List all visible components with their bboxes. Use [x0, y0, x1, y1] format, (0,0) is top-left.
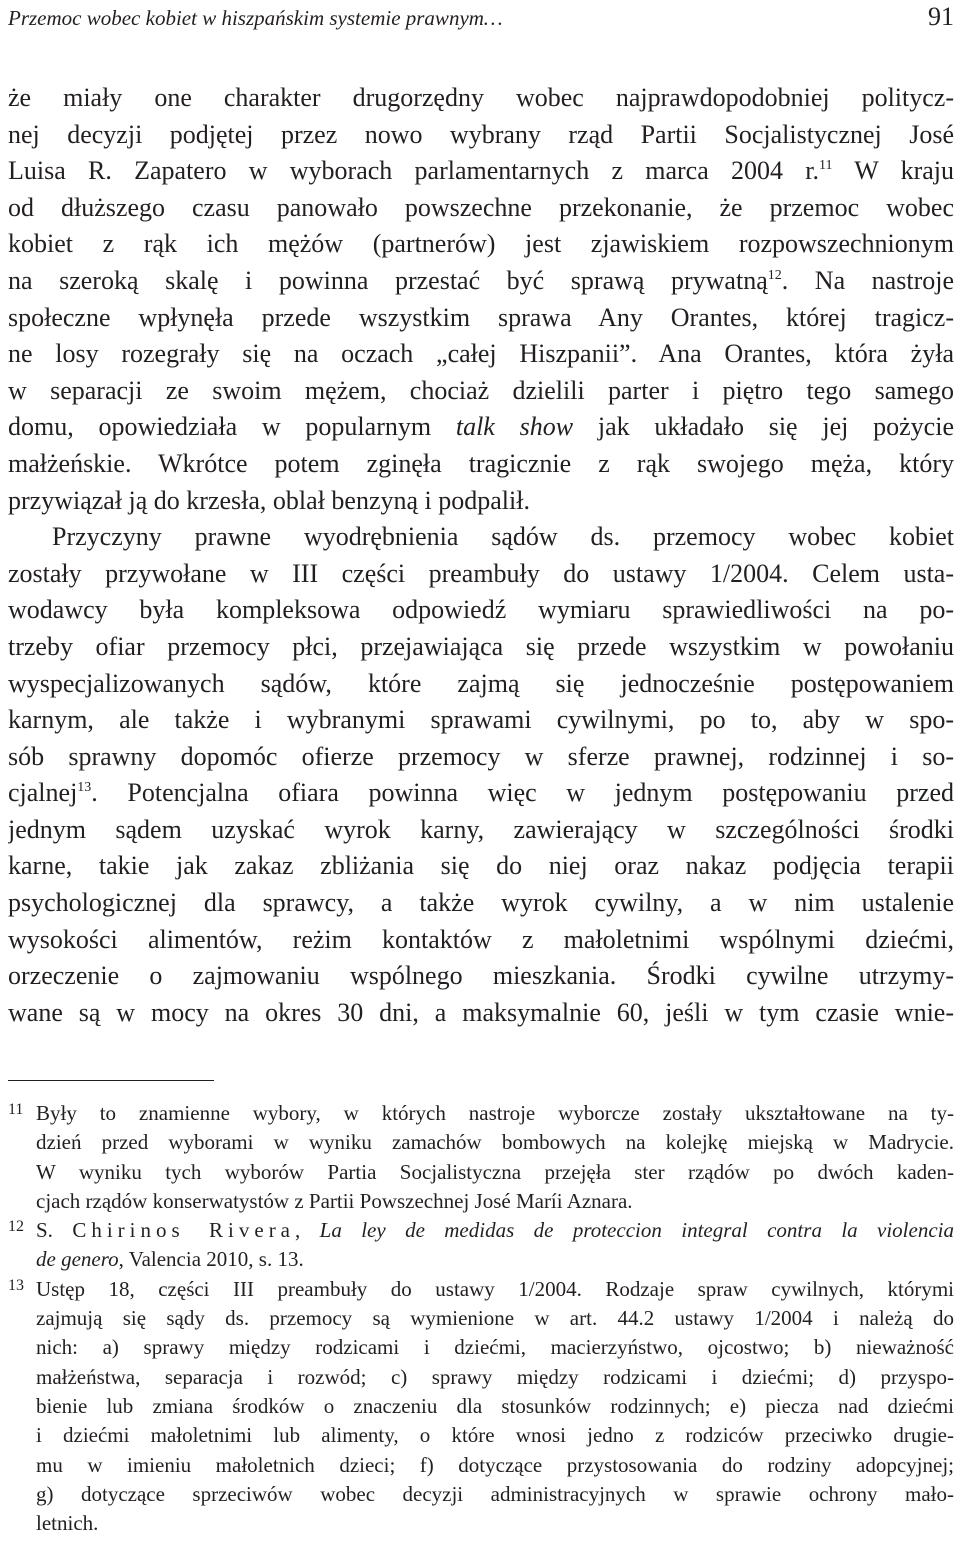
main-text [8, 80, 954, 1031]
footnote-number: 12 [8, 1218, 24, 1236]
text-line [8, 775, 954, 812]
text-run: S. [36, 1218, 73, 1243]
footnotes [8, 1099, 954, 1538]
footnote-number: 13 [8, 1276, 24, 1294]
text-line: psychologicznej dla sprawcy, a także wyrok cywilny, a w nim ustalenie [8, 888, 954, 918]
text-run: , Valencia 2010, s. 13. [118, 1247, 304, 1272]
footnote-ref-13[interactable]: 13 [77, 780, 92, 796]
text-line: karnym, ale także i wybranymi sprawami cywilnymi, po to, aby w spo- [8, 705, 954, 735]
footnote-line: dzień przed wyborami w wyniku zamachów bombowych na kolejkę miejską w Madrycie. [36, 1130, 954, 1155]
italic-term: talk show [455, 412, 574, 442]
text-run: . Na nastroje [781, 265, 954, 295]
text-line: karne, takie jak zakaz zbliżania się do niej oraz nakaz podjęcia terapii [8, 851, 954, 881]
text-line: że miały one charakter drugorzędny wobec najprawdopodobniej politycz- [8, 83, 954, 112]
text-line [8, 263, 954, 300]
text-line: wysokości alimentów, reżim kontaktów z małoletnimi wspólnymi dziećmi, [8, 924, 954, 954]
text-line: przywiązał ją do krzesła, oblał benzyną i podpalił. [8, 485, 530, 515]
text-line [8, 409, 954, 446]
text-run: jak układało się jej pożycie [573, 412, 954, 442]
footnote-number: 11 [8, 1101, 24, 1118]
book-title: La ley de medidas de proteccion integral contra la violencia [319, 1218, 954, 1243]
text-line: orzeczenie o zajmowaniu wspólnego mieszkania. Środki cywilne utrzymy- [8, 961, 954, 991]
text-run: . Potencjalna ofiara powinna więc w jednym postępowaniu przed [91, 778, 954, 808]
footnote-line: bienie lub zmiana środków o znaczeniu dla stosunków rodzinnych; e) piecza nad dziećmi [36, 1393, 954, 1418]
footnote-line: nich: a) sprawy między rodzicami i dziećmi, macierzyństwo, ojcostwo; b) nieważność [36, 1335, 954, 1360]
running-title: Przemoc wobec kobiet w hiszpańskim systemie prawnym… [8, 6, 503, 30]
text-line: trzeby ofiar przemocy płci, przejawiająca się przede wszystkim w powołaniu [8, 631, 954, 661]
text-run: W kraju [832, 156, 954, 186]
text-run: , [295, 1218, 320, 1243]
paragraph-first-line: Przyczyny prawne wyodrębnienia sądów ds. przemocy wobec kobiet [52, 522, 954, 552]
text-run: Luisa R. Zapatero w wyborach parlamentarnych z marca 2004 r. [8, 156, 819, 186]
footnote-line: W wyniku tych wyborów Partia Socjalistyczna przejęła ster rządów po dwóch kaden- [36, 1159, 954, 1184]
footnote-line: małżeństwa, separacja i rozwód; c) sprawy między rodzicami i dziećmi; d) przyspo- [36, 1364, 954, 1389]
footnote-line: mu w imieniu małoletnich dzieci; f) dotyczące przystosowania do rodziny adopcyjnej; [36, 1452, 954, 1477]
text-line [8, 153, 954, 190]
text-line: wyspecjalizowanych sądów, które zajmą się jednocześnie postępowaniem [8, 668, 954, 698]
footnote-line: g) dotyczące sprzeciwów wobec decyzji administracyjnych w sprawie ochrony mało- [36, 1481, 954, 1506]
text-line: od dłuższego czasu panowało powszechne przekonanie, że przemoc wobec [8, 192, 954, 222]
footnote-13 [8, 1275, 954, 1539]
text-run: cjalnej [8, 778, 78, 808]
footnote-line [36, 1216, 954, 1245]
footnote-line: Ustęp 18, części III preambuły do ustawy 1/2004. Rodzaje spraw cywilnych, którymi [36, 1276, 954, 1301]
footnote-line: Były to znamienne wybory, w których nastroje wyborcze zostały ukształtowane na ty- [36, 1101, 954, 1125]
text-line: wodawcy była kompleksowa odpowiedź wymiaru sprawiedliwości na po- [8, 595, 954, 625]
text-run: na szeroką skalę i powinna przestać być sprawą prywatną [8, 265, 768, 295]
text-line: zostały przywołane w III części preambuły do ustawy 1/2004. Celem usta- [8, 558, 954, 588]
text-line: społeczne wpłynęła przede wszystkim sprawa Any Orantes, której tragicz- [8, 302, 954, 332]
text-line: nej decyzji podjętej przez nowo wybrany rząd Partii Socjalistycznej José [8, 119, 954, 149]
text-line: jednym sądem uzyskać wyrok karny, zawierający w szczególności środki [8, 814, 954, 844]
text-line: w separacji ze swoim mężem, chociaż dzielili parter i piętro tego samego [8, 375, 954, 405]
footnote-line: i dziećmi małoletnimi lub alimenty, o które wnosi jedno z rodziców przeciwko drugie- [36, 1423, 954, 1448]
footnote-line: cjach rządów konserwatystów z Partii Powszechnej José Maríi Aznara. [36, 1188, 633, 1213]
footnote-line: letnich. [36, 1511, 99, 1536]
footnote-line: zajmują się sądy ds. przemocy są wymienione w art. 44.2 ustawy 1/2004 i należą do [36, 1306, 954, 1331]
footnote-line [36, 1245, 954, 1274]
book-title: de genero [36, 1247, 119, 1272]
page-number: 91 [928, 2, 954, 31]
footnote-ref-11[interactable]: 11 [818, 158, 833, 174]
footnote-ref-12[interactable]: 12 [767, 268, 782, 284]
text-run: domu, opowiedziała w popularnym [8, 412, 456, 442]
text-line: małżeńskie. Wkrótce potem zginęła tragicznie z rąk swojego męża, który [8, 448, 954, 478]
text-line: ne losy rozegrały się na oczach „całej Hiszpanii”. Ana Orantes, która żyła [8, 339, 954, 369]
footnote-separator [8, 1080, 214, 1081]
footnote-11 [8, 1099, 954, 1216]
author-name: Chirinos Rivera [72, 1218, 296, 1243]
page-header [8, 4, 954, 32]
footnote-12 [8, 1216, 954, 1275]
text-line: sób sprawny dopomóc ofierze przemocy w sferze prawnej, rodzinnej i so- [8, 741, 954, 771]
text-line: kobiet z rąk ich mężów (partnerów) jest zjawiskiem rozpowszechnionym [8, 229, 954, 259]
text-line: wane są w mocy na okres 30 dni, a maksymalnie 60, jeśli w tym czasie wnie- [8, 997, 954, 1027]
